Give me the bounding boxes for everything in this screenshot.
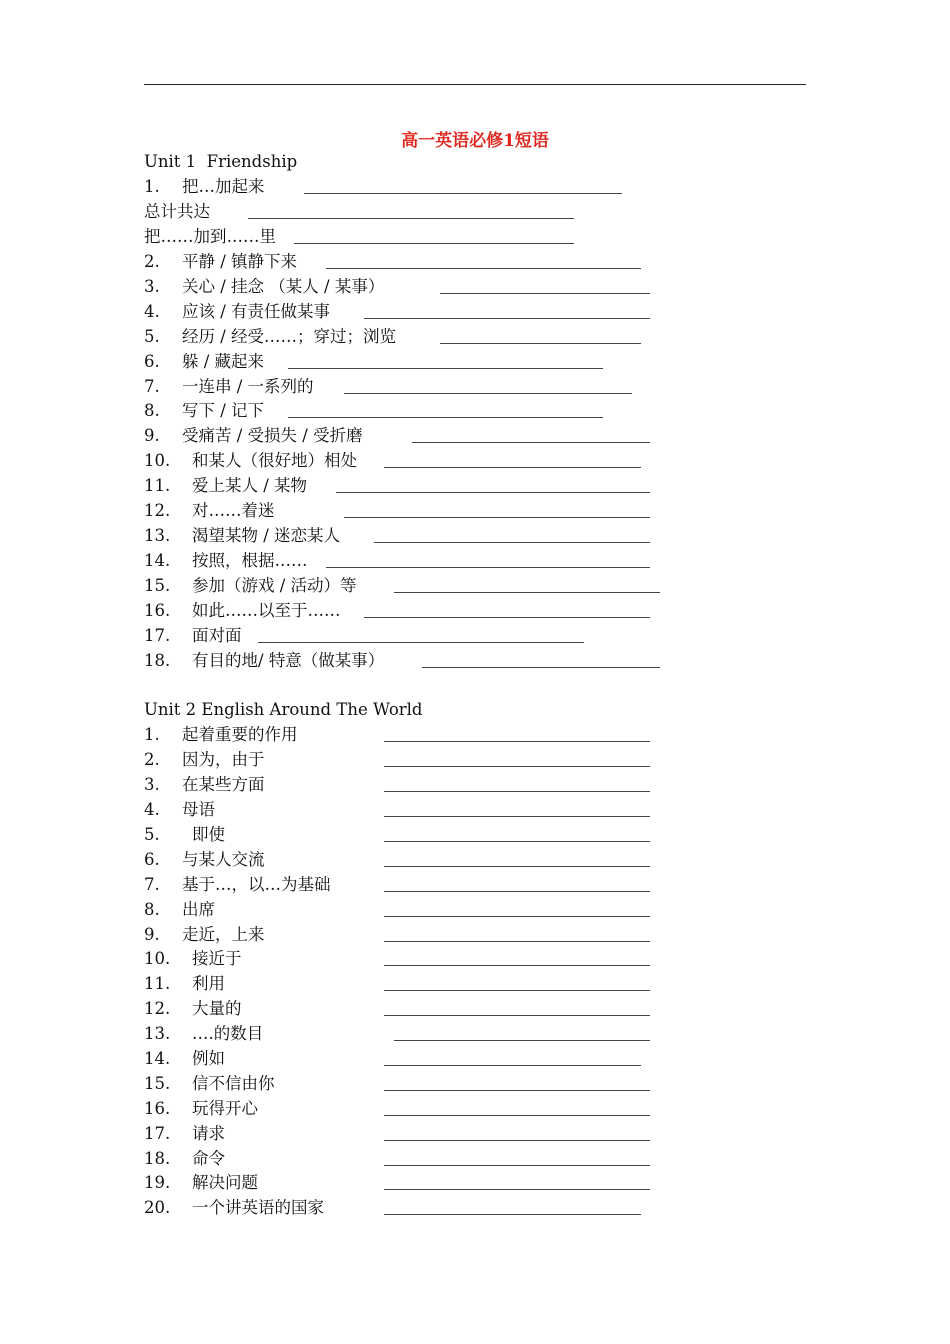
- phrase-text: 走近，上来: [182, 925, 265, 944]
- phrase-row: [144, 326, 806, 348]
- phrase-row: [144, 475, 806, 497]
- phrase-number: 18.: [144, 1149, 171, 1168]
- answer-blank[interactable]: [364, 600, 650, 618]
- phrase-row: [144, 799, 806, 821]
- answer-blank[interactable]: [384, 874, 650, 892]
- phrase-row: [144, 201, 806, 223]
- phrase-row: [144, 948, 806, 970]
- phrase-number: 18.: [144, 651, 171, 670]
- answer-blank[interactable]: [344, 376, 632, 394]
- phrase-text: 一个讲英语的国家: [192, 1198, 324, 1217]
- phrase-row: [144, 575, 806, 597]
- phrase-text: 把…加起来: [182, 177, 265, 196]
- answer-blank[interactable]: [384, 998, 650, 1016]
- phrase-number: 20.: [144, 1198, 171, 1217]
- top-rule: [144, 84, 806, 85]
- answer-blank[interactable]: [384, 948, 650, 966]
- phrase-row: [144, 625, 806, 647]
- phrase-number: 15.: [144, 1074, 171, 1093]
- phrase-text: 在某些方面: [182, 775, 265, 794]
- phrase-number: 14.: [144, 551, 171, 570]
- phrase-text: 出席: [182, 900, 215, 919]
- unit-2-heading: Unit 2 English Around The World: [144, 700, 423, 719]
- phrase-number: 4.: [144, 800, 160, 819]
- phrase-number: 17.: [144, 626, 171, 645]
- answer-blank[interactable]: [288, 351, 603, 369]
- phrase-text: 命令: [192, 1149, 225, 1168]
- phrase-text: 平静 / 镇静下来: [182, 252, 298, 271]
- phrase-number: 3.: [144, 775, 160, 794]
- phrase-number: 7.: [144, 875, 160, 894]
- phrase-row: [144, 1023, 806, 1045]
- answer-blank[interactable]: [440, 276, 650, 294]
- phrase-row: [144, 1073, 806, 1095]
- phrase-row: [144, 1098, 806, 1120]
- phrase-number: 16.: [144, 601, 171, 620]
- phrase-number: 2.: [144, 252, 160, 271]
- page-title: 高一英语必修1短语: [401, 131, 549, 151]
- answer-blank[interactable]: [384, 799, 650, 817]
- phrase-row: [144, 500, 806, 522]
- phrase-row: [144, 824, 806, 846]
- phrase-row: [144, 525, 806, 547]
- phrase-text: 例如: [192, 1049, 225, 1068]
- phrase-row: [144, 600, 806, 622]
- phrase-number: 2.: [144, 750, 160, 769]
- phrase-row: [144, 226, 806, 248]
- phrase-text: 解决问题: [192, 1173, 258, 1192]
- answer-blank[interactable]: [374, 525, 650, 543]
- answer-blank[interactable]: [394, 575, 660, 593]
- phrase-number: 11.: [144, 476, 171, 495]
- phrase-text: 即使: [192, 825, 225, 844]
- phrase-row: [144, 425, 806, 447]
- answer-blank[interactable]: [384, 824, 650, 842]
- phrase-number: 12.: [144, 501, 171, 520]
- answer-blank[interactable]: [344, 500, 650, 518]
- phrase-text: 与某人交流: [182, 850, 265, 869]
- phrase-text: ….的数目: [192, 1024, 264, 1043]
- phrase-text: 总计共达: [144, 202, 210, 221]
- phrase-text: 基于…，以…为基础: [182, 875, 331, 894]
- phrase-text: 经历 / 经受……；穿过；浏览: [182, 327, 397, 346]
- phrase-text: 大量的: [192, 999, 242, 1018]
- phrase-row: [144, 550, 806, 572]
- answer-blank[interactable]: [384, 450, 641, 468]
- phrase-row: [144, 301, 806, 323]
- answer-blank[interactable]: [384, 1098, 650, 1116]
- unit-1-heading: Unit 1 Friendship: [144, 152, 298, 171]
- phrase-number: 1.: [144, 725, 160, 744]
- phrase-number: 15.: [144, 576, 171, 595]
- phrase-row: [144, 924, 806, 946]
- phrase-number: 10.: [144, 451, 171, 470]
- answer-blank[interactable]: [384, 1073, 650, 1091]
- answer-blank[interactable]: [384, 1148, 650, 1166]
- phrase-number: 1.: [144, 177, 160, 196]
- phrase-number: 6.: [144, 352, 160, 371]
- phrase-row: [144, 899, 806, 921]
- answer-blank[interactable]: [384, 1048, 641, 1066]
- answer-blank[interactable]: [336, 475, 650, 493]
- answer-blank[interactable]: [384, 1123, 650, 1141]
- phrase-text: 有目的地/ 特意（做某事）: [192, 651, 385, 670]
- answer-blank[interactable]: [288, 400, 603, 418]
- phrase-row: [144, 276, 806, 298]
- phrase-number: 3.: [144, 277, 160, 296]
- phrase-number: 14.: [144, 1049, 171, 1068]
- phrase-row: [144, 724, 806, 746]
- phrase-text: 把……加到……里: [144, 227, 276, 246]
- phrase-text: 信不信由你: [192, 1074, 275, 1093]
- answer-blank[interactable]: [394, 1023, 650, 1041]
- answer-blank[interactable]: [326, 550, 650, 568]
- answer-blank[interactable]: [294, 226, 574, 244]
- phrase-row: [144, 749, 806, 771]
- answer-blank[interactable]: [258, 625, 584, 643]
- phrase-row: [144, 998, 806, 1020]
- phrase-number: 11.: [144, 974, 171, 993]
- phrase-number: 16.: [144, 1099, 171, 1118]
- answer-blank[interactable]: [248, 201, 574, 219]
- phrase-text: 利用: [192, 974, 225, 993]
- phrase-text: 躲 / 藏起来: [182, 352, 265, 371]
- phrase-row: [144, 1048, 806, 1070]
- phrase-text: 渴望某物 / 迷恋某人: [192, 526, 341, 545]
- phrase-text: 一连串 / 一系列的: [182, 377, 314, 396]
- phrase-row: [144, 849, 806, 871]
- phrase-row: [144, 1172, 806, 1194]
- answer-blank[interactable]: [422, 650, 660, 668]
- answer-blank[interactable]: [384, 973, 650, 991]
- phrase-row: [144, 351, 806, 373]
- phrase-number: 8.: [144, 401, 160, 420]
- phrase-number: 9.: [144, 426, 160, 445]
- phrase-number: 5.: [144, 825, 160, 844]
- phrase-number: 12.: [144, 999, 171, 1018]
- phrase-text: 因为，由于: [182, 750, 265, 769]
- phrase-text: 如此……以至于……: [192, 601, 341, 620]
- phrase-row: [144, 376, 806, 398]
- phrase-text: 母语: [182, 800, 215, 819]
- answer-blank[interactable]: [326, 251, 641, 269]
- phrase-number: 13.: [144, 1024, 171, 1043]
- phrase-number: 8.: [144, 900, 160, 919]
- phrase-number: 13.: [144, 526, 171, 545]
- phrase-row: [144, 1148, 806, 1170]
- phrase-text: 应该 / 有责任做某事: [182, 302, 331, 321]
- phrase-text: 面对面: [192, 626, 242, 645]
- phrase-row: [144, 973, 806, 995]
- phrase-text: 按照，根据……: [192, 551, 308, 570]
- answer-blank[interactable]: [384, 749, 650, 767]
- answer-blank[interactable]: [384, 1197, 641, 1215]
- answer-blank[interactable]: [364, 301, 650, 319]
- phrase-number: 6.: [144, 850, 160, 869]
- answer-blank[interactable]: [412, 425, 650, 443]
- answer-blank[interactable]: [384, 924, 650, 942]
- phrase-row: [144, 774, 806, 796]
- phrase-text: 关心 / 挂念 （某人 / 某事）: [182, 277, 385, 296]
- phrase-text: 爱上某人 / 某物: [192, 476, 308, 495]
- answer-blank[interactable]: [384, 899, 650, 917]
- phrase-row: [144, 400, 806, 422]
- phrase-row: [144, 251, 806, 273]
- phrase-text: 写下 / 记下: [182, 401, 265, 420]
- phrase-row: [144, 176, 806, 198]
- phrase-number: 17.: [144, 1124, 171, 1143]
- answer-blank[interactable]: [440, 326, 641, 344]
- phrase-number: 19.: [144, 1173, 171, 1192]
- phrase-text: 玩得开心: [192, 1099, 258, 1118]
- phrase-row: [144, 874, 806, 896]
- phrase-text: 请求: [192, 1124, 225, 1143]
- phrase-text: 起着重要的作用: [182, 725, 298, 744]
- phrase-number: 5.: [144, 327, 160, 346]
- phrase-number: 7.: [144, 377, 160, 396]
- answer-blank[interactable]: [384, 774, 650, 792]
- phrase-text: 和某人（很好地）相处: [192, 451, 357, 470]
- phrase-text: 受痛苦 / 受损失 / 受折磨: [182, 426, 363, 445]
- phrase-number: 4.: [144, 302, 160, 321]
- answer-blank[interactable]: [384, 724, 650, 742]
- answer-blank[interactable]: [384, 849, 650, 867]
- phrase-number: 10.: [144, 949, 171, 968]
- phrase-text: 参加（游戏 / 活动）等: [192, 576, 357, 595]
- phrase-row: [144, 1197, 806, 1219]
- phrase-text: 对……着迷: [192, 501, 275, 520]
- phrase-row: [144, 450, 806, 472]
- phrase-row: [144, 1123, 806, 1145]
- phrase-text: 接近于: [192, 949, 242, 968]
- answer-blank[interactable]: [384, 1172, 650, 1190]
- answer-blank[interactable]: [304, 176, 622, 194]
- phrase-number: 9.: [144, 925, 160, 944]
- phrase-row: [144, 650, 806, 672]
